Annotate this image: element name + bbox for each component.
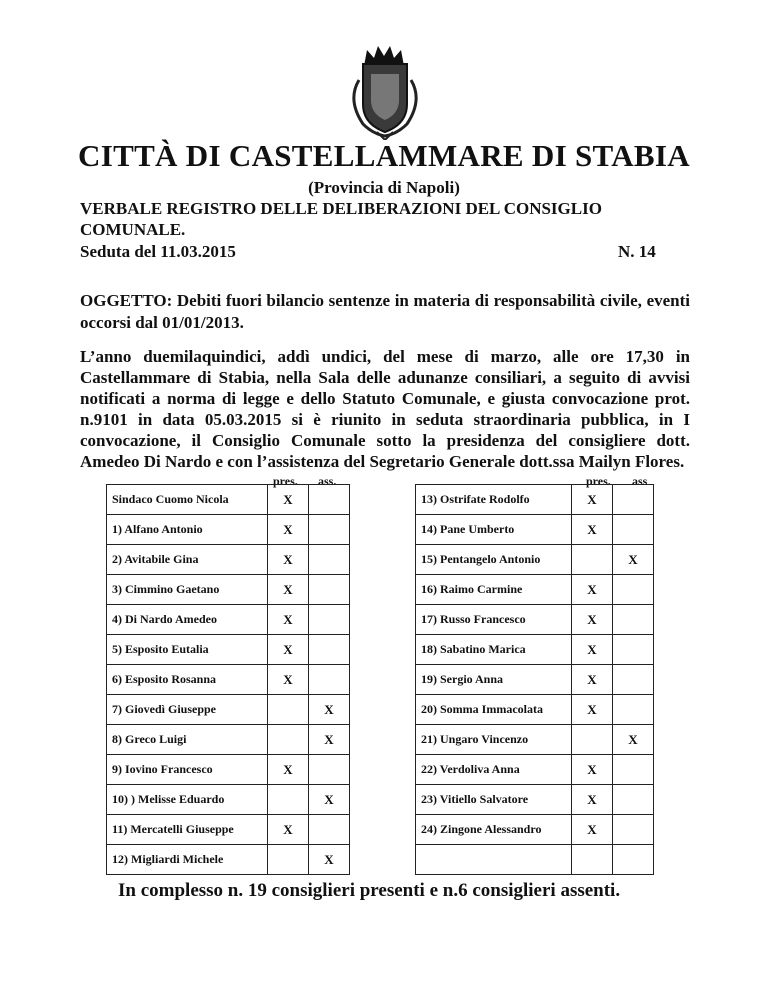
table-row: [107, 695, 350, 725]
absent-mark: X: [309, 845, 350, 875]
right-absent-header: ass: [632, 474, 648, 488]
absent-mark: [309, 515, 350, 545]
table-row: [107, 605, 350, 635]
present-mark: X: [572, 755, 613, 785]
table-row: [416, 575, 654, 605]
councillor-name: 5) Esposito Eutalia: [107, 635, 268, 665]
table-row: [416, 755, 654, 785]
councillor-name: 9) Iovino Francesco: [107, 755, 268, 785]
table-row: [416, 485, 654, 515]
councillor-name: 11) Mercatelli Giuseppe: [107, 815, 268, 845]
present-mark: X: [572, 695, 613, 725]
present-mark: X: [572, 635, 613, 665]
absent-mark: [613, 785, 654, 815]
attendance-summary: In complesso n. 19 consiglieri presenti e n.6 consiglieri assenti.: [118, 880, 621, 901]
present-mark: X: [268, 755, 309, 785]
councillor-name: 19) Sergio Anna: [416, 665, 572, 695]
councillor-name: 14) Pane Umberto: [416, 515, 572, 545]
present-mark: X: [572, 605, 613, 635]
present-mark: X: [268, 545, 309, 575]
absent-mark: X: [309, 695, 350, 725]
councillor-name: 21) Ungaro Vincenzo: [416, 725, 572, 755]
present-mark: X: [268, 575, 309, 605]
present-mark: X: [268, 605, 309, 635]
table-row: [416, 845, 654, 875]
councillor-name: 13) Ostrifate Rodolfo: [416, 485, 572, 515]
table-row: [416, 605, 654, 635]
councillor-name: 10) ) Melisse Eduardo: [107, 785, 268, 815]
absent-mark: [309, 485, 350, 515]
present-mark: X: [572, 785, 613, 815]
councillor-name: 12) Migliardi Michele: [107, 845, 268, 875]
absent-mark: [309, 605, 350, 635]
register-heading: [80, 198, 680, 240]
province-subtitle: (Provincia di Napoli): [308, 178, 460, 197]
coat-of-arms-icon: [333, 60, 437, 140]
table-row: [416, 665, 654, 695]
absent-mark: [309, 755, 350, 785]
absent-mark: [309, 815, 350, 845]
table-row: [416, 695, 654, 725]
table-row: [416, 815, 654, 845]
absent-mark: [613, 665, 654, 695]
minutes-paragraph: L’anno duemilaquindici, addì undici, del mese di marzo, alle ore 17,30 in Castellammare di Stabia, nella Sala delle adunanze consiliari, a seguito di avvisi notificati a norma di legge e dello Statuto Comunale, e giusta convocazione prot. n.9101 in data 05.03.2015 si è riunito in seduta straordinaria pubblica, in I convocazione, il Consiglio Comunale sotto la presidenza del consigliere dott. Amedeo Di Nardo e con l’assistenza del Segretario Generale dott.ssa Mailyn Flores.: [80, 347, 690, 471]
absent-mark: [309, 635, 350, 665]
absent-mark: [613, 635, 654, 665]
councillor-name: 17) Russo Francesco: [416, 605, 572, 635]
left-absent-header: ass.: [318, 474, 337, 488]
absent-mark: X: [613, 545, 654, 575]
councillor-name: 16) Raimo Carmine: [416, 575, 572, 605]
councillor-name: 20) Somma Immacolata: [416, 695, 572, 725]
register-line-1: VERBALE REGISTRO DELLE DELIBERAZIONI DEL CONSIGLIO: [80, 199, 602, 218]
present-mark: X: [268, 815, 309, 845]
table-row: [107, 725, 350, 755]
councillor-name: 2) Avitabile Gina: [107, 545, 268, 575]
session-date: Seduta del 11.03.2015: [80, 242, 236, 261]
table-row: [107, 515, 350, 545]
present-mark: X: [268, 665, 309, 695]
table-row: [107, 845, 350, 875]
present-mark: [268, 845, 309, 875]
table-row: [416, 635, 654, 665]
present-mark: [268, 725, 309, 755]
table-row: [107, 545, 350, 575]
absent-mark: [309, 665, 350, 695]
absent-mark: [613, 605, 654, 635]
attendance-table-right: [415, 484, 654, 875]
deliberation-number: N. 14: [618, 242, 656, 261]
present-mark: [572, 545, 613, 575]
present-mark: X: [268, 485, 309, 515]
table-row: [107, 575, 350, 605]
councillor-name: 1) Alfano Antonio: [107, 515, 268, 545]
absent-mark: [613, 755, 654, 785]
city-title: CITTÀ DI CASTELLAMMARE DI STABIA: [78, 138, 690, 173]
absent-mark: [613, 845, 654, 875]
absent-mark: X: [309, 785, 350, 815]
councillor-name: 24) Zingone Alessandro: [416, 815, 572, 845]
absent-mark: [613, 485, 654, 515]
councillor-name: 7) Giovedì Giuseppe: [107, 695, 268, 725]
table-row: [416, 515, 654, 545]
subject-text: OGGETTO: Debiti fuori bilancio sentenze in materia di responsabilità civile, eventi occorsi dal 01/01/2013.: [80, 291, 690, 332]
councillor-name: 4) Di Nardo Amedeo: [107, 605, 268, 635]
absent-mark: [613, 695, 654, 725]
register-line-2: COMUNALE.: [80, 220, 186, 239]
present-mark: X: [572, 575, 613, 605]
present-mark: [268, 695, 309, 725]
absent-mark: X: [613, 725, 654, 755]
right-present-header: pres.: [586, 474, 611, 488]
councillor-name: 15) Pentangelo Antonio: [416, 545, 572, 575]
present-mark: X: [268, 635, 309, 665]
councillor-name: 3) Cimmino Gaetano: [107, 575, 268, 605]
table-row: [416, 545, 654, 575]
absent-mark: [613, 575, 654, 605]
councillor-name: 22) Verdoliva Anna: [416, 755, 572, 785]
table-row: [416, 725, 654, 755]
attendance-table-left: [106, 484, 350, 875]
table-row: [107, 785, 350, 815]
councillor-name: 18) Sabatino Marica: [416, 635, 572, 665]
councillor-name: 23) Vitiello Salvatore: [416, 785, 572, 815]
present-mark: [572, 845, 613, 875]
table-row: [107, 485, 350, 515]
present-mark: X: [268, 515, 309, 545]
present-mark: X: [572, 515, 613, 545]
present-mark: X: [572, 815, 613, 845]
absent-mark: X: [309, 725, 350, 755]
councillor-name: 8) Greco Luigi: [107, 725, 268, 755]
left-present-header: pres.: [273, 474, 298, 488]
absent-mark: [613, 815, 654, 845]
table-row: [107, 755, 350, 785]
councillor-name: 6) Esposito Rosanna: [107, 665, 268, 695]
table-row: [107, 635, 350, 665]
table-row: [107, 815, 350, 845]
table-row: [107, 665, 350, 695]
present-mark: X: [572, 485, 613, 515]
present-mark: X: [572, 665, 613, 695]
table-row: [416, 785, 654, 815]
present-mark: [572, 725, 613, 755]
absent-mark: [613, 515, 654, 545]
absent-mark: [309, 545, 350, 575]
councillor-name: Sindaco Cuomo Nicola: [107, 485, 268, 515]
absent-mark: [309, 575, 350, 605]
present-mark: [268, 785, 309, 815]
councillor-name: [416, 845, 572, 875]
